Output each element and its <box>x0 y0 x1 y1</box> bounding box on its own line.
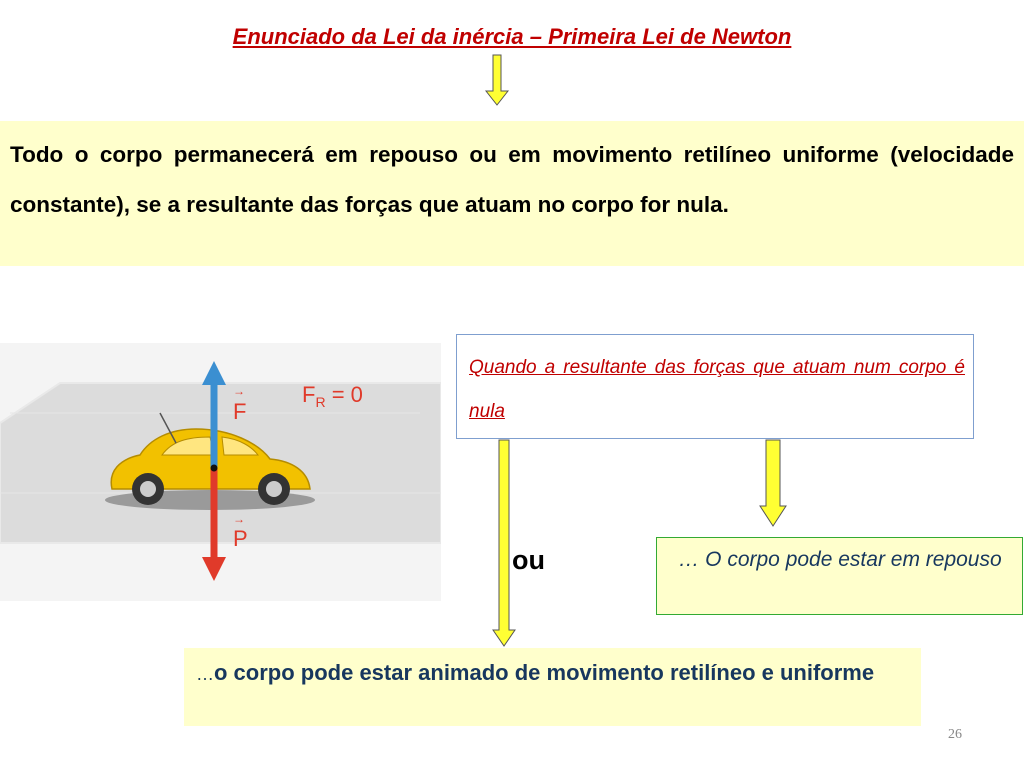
or-label: ou <box>512 545 545 575</box>
condition-text: Quando a resultante das forças que atuam num corpo é nula <box>469 357 965 422</box>
down-arrow-title <box>485 55 509 107</box>
page-number: 26 <box>948 727 962 742</box>
definition-text: Todo o corpo permanecerá em repouso ou em movimento retilíneo uniforme (velocidade constante), se a resultante das forças que atuam no corpo for nula. <box>10 142 1014 217</box>
down-arrow-to-rest <box>759 440 787 528</box>
movement-prefix: … <box>196 664 214 684</box>
movement-body: o corpo pode estar animado de movimento retilíneo e uniforme <box>214 660 875 685</box>
movement-text <box>196 656 910 691</box>
force-label-p: P <box>233 526 248 551</box>
car-forces-illustration <box>0 343 441 601</box>
slide-title: Enunciado da Lei da inércia – Primeira Lei de Newton <box>232 24 792 49</box>
svg-text:→: → <box>233 384 245 398</box>
force-label-f: F <box>233 399 247 424</box>
down-arrow-to-movement <box>492 440 516 648</box>
svg-text:→: → <box>233 512 245 526</box>
rest-text: … O corpo pode estar em repouso <box>678 548 1002 571</box>
resultant-label: $F_R = 0$ <box>302 382 363 410</box>
